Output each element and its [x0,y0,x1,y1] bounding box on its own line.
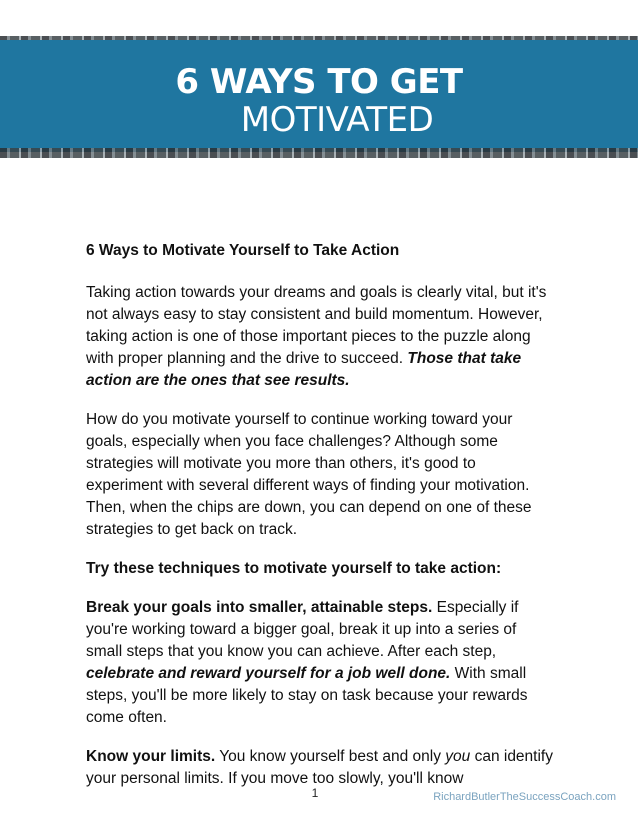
tip-2 [86,746,556,790]
banner-title-line2: MOTIVATED [240,100,434,140]
tip-1-text-a: Especially if you're working toward a bigger goal, break it up into a series of small steps that you know you can achieve. After each step, [86,599,519,660]
footer-website: RichardButlerTheSuccessCoach.com [433,791,616,803]
tip-2-italic: you [445,748,471,765]
tip-1-title: Break your goals into smaller, attainable steps. [86,599,433,616]
tip-2-text-b: can identify your personal limits. If you move too slowly, you'll know [86,748,553,787]
tip-1 [86,597,556,729]
page-number: 1 [311,786,319,800]
intro-text: Taking action towards your dreams and goals is clearly vital, but it's not always easy to stay consistent and build momentum. However, taking action is one of those important pieces to the puzzle along with proper planning and the drive to succeed. [86,284,547,367]
intro-emphasis: Those that take action are the ones that see results. [86,350,522,389]
intro-paragraph [86,282,556,392]
tip-1-emphasis: celebrate and reward yourself for a job well done. [86,665,451,682]
tip-2-text-a: You know yourself best and only [215,748,446,765]
article-body [86,240,556,807]
motivation-paragraph: How do you motivate yourself to continue working toward your goals, especially when you face challenges? Although some strategies will motivate you more than others, it's good to experiment with several different ways of finding your motivation. Then, when the chips are down, you can depend on one of these strategies to get back on track. [86,411,532,538]
banner-bottom-edge [0,148,638,158]
banner-title-line1: 6 WAYS TO GET [175,62,463,102]
tip-2-title: Know your limits. [86,748,216,765]
article-heading: 6 Ways to Motivate Yourself to Take Action [86,242,400,259]
tip-1-text-b: With small steps, you'll be more likely to stay on task because your rewards come often. [86,665,528,726]
techniques-heading: Try these techniques to motivate yourself to take action: [86,560,502,577]
